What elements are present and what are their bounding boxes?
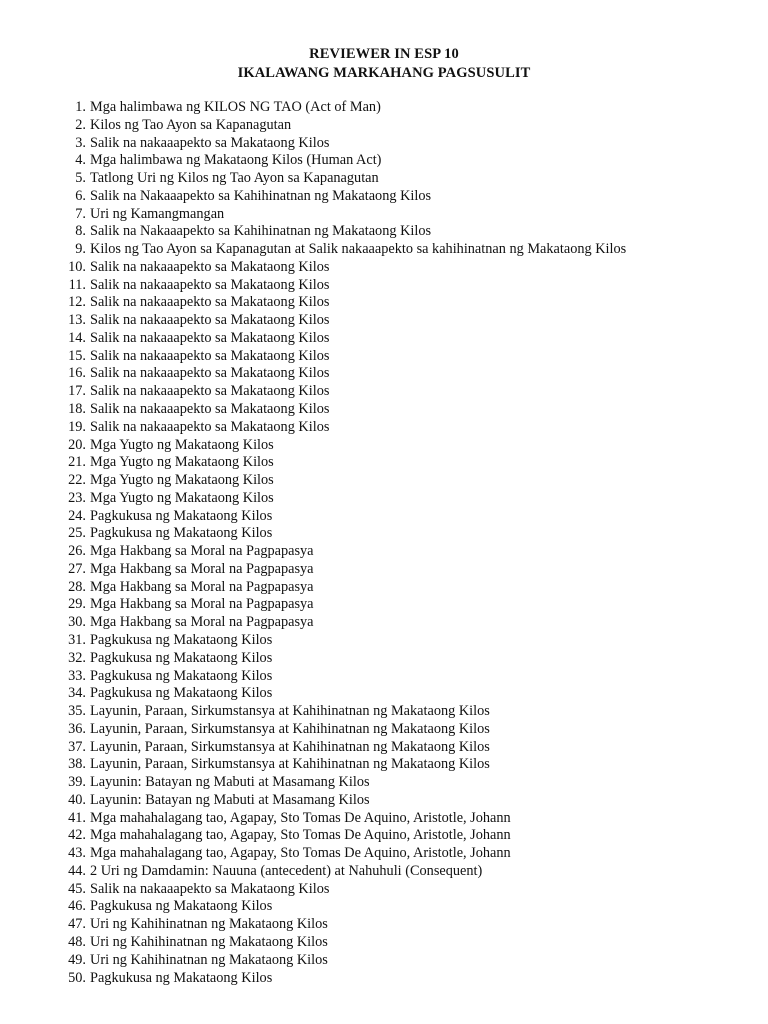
- list-item-number: 17.: [68, 383, 86, 400]
- list-item-text: Pagkukusa ng Makataong Kilos: [90, 969, 273, 986]
- list-item: [0, 970, 700, 988]
- list-item-text: Mga Yugto ng Makataong Kilos: [90, 489, 274, 506]
- list-item-number: 11.: [68, 276, 86, 293]
- list-item: [0, 934, 700, 952]
- list-item-text: Mga mahahalagang tao, Agapay, Sto Tomas De Aquino, Aristotle, Johann: [90, 827, 511, 844]
- list-item-text: Pagkukusa ng Makataong Kilos: [90, 631, 273, 648]
- list-item-text: Salik na nakaaapekto sa Makataong Kilos: [90, 418, 330, 435]
- list-item-text: Salik na nakaaapekto sa Makataong Kilos: [90, 294, 330, 311]
- list-item-number: 44.: [68, 862, 86, 879]
- list-item-text: Mga Hakbang sa Moral na Pagpapasya: [90, 578, 314, 595]
- list-item-text: Salik na Nakaaapekto sa Kahihinatnan ng Makataong Kilos: [90, 187, 432, 204]
- list-item-text: Salik na nakaaapekto sa Makataong Kilos: [90, 134, 330, 151]
- list-item-text: Layunin, Paraan, Sirkumstansya at Kahihinatnan ng Makataong Kilos: [90, 720, 490, 737]
- list-item-text: Uri ng Kahihinatnan ng Makataong Kilos: [90, 916, 328, 933]
- list-item: [0, 827, 700, 845]
- list-item-text: Salik na Nakaaapekto sa Kahihinatnan ng Makataong Kilos: [90, 223, 432, 240]
- list-item-text: Mga Hakbang sa Moral na Pagpapasya: [90, 614, 314, 631]
- list-item-text: Mga Yugto ng Makataong Kilos: [90, 472, 274, 489]
- list-item-text: Mga Yugto ng Makataong Kilos: [90, 436, 274, 453]
- list-item-text: Mga Hakbang sa Moral na Pagpapasya: [90, 560, 314, 577]
- list-item-number: 39.: [68, 774, 86, 791]
- list-item: [0, 419, 700, 437]
- list-item-number: 32.: [68, 649, 86, 666]
- list-item: [0, 277, 700, 295]
- list-item-number: 13.: [68, 312, 86, 329]
- list-item-text: Layunin: Batayan ng Mabuti at Masamang Kilos: [90, 791, 370, 808]
- list-item: [0, 525, 700, 543]
- list-item-number: 34.: [68, 685, 86, 702]
- list-item: [0, 401, 700, 419]
- list-item: [0, 99, 700, 117]
- list-item-number: 1.: [75, 99, 86, 115]
- list-item-text: Mga Yugto ng Makataong Kilos: [90, 454, 274, 471]
- list-item: [0, 241, 700, 259]
- list-item-number: 27.: [68, 560, 86, 577]
- title-block: [0, 45, 768, 83]
- list-item-text: Tatlong Uri ng Kilos ng Tao Ayon sa Kapanagutan: [90, 170, 379, 187]
- list-item: [0, 508, 700, 526]
- list-item-number: 3.: [75, 134, 86, 151]
- list-item-text: Layunin: Batayan ng Mabuti at Masamang Kilos: [90, 774, 370, 791]
- list-item-text: Pagkukusa ng Makataong Kilos: [90, 507, 273, 524]
- list-item: [0, 739, 700, 757]
- list-item: [0, 365, 700, 383]
- list-item-text: Uri ng Kahihinatnan ng Makataong Kilos: [90, 933, 328, 950]
- list-item-number: 31.: [68, 631, 86, 648]
- list-item-number: 42.: [68, 827, 86, 844]
- list-item-number: 7.: [75, 205, 86, 222]
- list-item-number: 15.: [68, 347, 86, 364]
- list-item-number: 26.: [68, 543, 86, 560]
- list-item: [0, 437, 700, 455]
- list-item-number: 43.: [68, 845, 86, 862]
- list-item: [0, 792, 700, 810]
- list-item-text: Pagkukusa ng Makataong Kilos: [90, 685, 273, 702]
- list-item: [0, 259, 700, 277]
- list-item: [0, 135, 700, 153]
- list-item: [0, 898, 700, 916]
- list-item-text: Mga halimbawa ng KILOS NG TAO (Act of Man): [90, 99, 381, 115]
- list-item-text: Salik na nakaaapekto sa Makataong Kilos: [90, 258, 330, 275]
- list-item: [0, 810, 700, 828]
- list-item-number: 33.: [68, 667, 86, 684]
- list-item-text: Pagkukusa ng Makataong Kilos: [90, 525, 273, 542]
- list-item: [0, 845, 700, 863]
- list-item-text: Salik na nakaaapekto sa Makataong Kilos: [90, 365, 330, 382]
- list-item-number: 41.: [68, 809, 86, 826]
- list-item-number: 38.: [68, 756, 86, 773]
- list-item-text: Kilos ng Tao Ayon sa Kapanagutan at Salik nakaaapekto sa kahihinatnan ng Makataong Kilos: [90, 241, 627, 258]
- list-item: [0, 330, 700, 348]
- list-item-text: Pagkukusa ng Makataong Kilos: [90, 667, 273, 684]
- list-item: [0, 650, 700, 668]
- list-item-number: 2.: [75, 116, 86, 133]
- list-item-number: 9.: [75, 241, 86, 258]
- list-item-number: 4.: [75, 152, 86, 169]
- list-item-number: 5.: [75, 170, 86, 187]
- list-item: [0, 294, 700, 312]
- list-item-text: Mga mahahalagang tao, Agapay, Sto Tomas De Aquino, Aristotle, Johann: [90, 845, 511, 862]
- list-item-number: 12.: [68, 294, 86, 311]
- list-item-text: Layunin, Paraan, Sirkumstansya at Kahihinatnan ng Makataong Kilos: [90, 738, 490, 755]
- list-item-number: 29.: [68, 596, 86, 613]
- list-item: [0, 472, 700, 490]
- document-subtitle: IKALAWANG MARKAHANG PAGSUSULIT: [237, 65, 531, 81]
- list-item: [0, 774, 700, 792]
- list-item: [0, 383, 700, 401]
- list-item-number: 37.: [68, 738, 86, 755]
- list-item-text: Pagkukusa ng Makataong Kilos: [90, 898, 273, 915]
- list-item: [0, 312, 700, 330]
- list-item: [0, 952, 700, 970]
- list-item-number: 21.: [68, 454, 86, 471]
- list-item-number: 16.: [68, 365, 86, 382]
- list-item-number: 50.: [68, 969, 86, 986]
- list-item-number: 19.: [68, 418, 86, 435]
- list-item-number: 28.: [68, 578, 86, 595]
- list-item-text: Mga Hakbang sa Moral na Pagpapasya: [90, 543, 314, 560]
- list-item-number: 14.: [68, 329, 86, 346]
- list-item-number: 25.: [68, 525, 86, 542]
- list-item-number: 20.: [68, 436, 86, 453]
- list-item-text: Salik na nakaaapekto sa Makataong Kilos: [90, 329, 330, 346]
- list-item-text: Salik na nakaaapekto sa Makataong Kilos: [90, 401, 330, 418]
- list-item: [0, 170, 700, 188]
- list-item-text: Salik na nakaaapekto sa Makataong Kilos: [90, 276, 330, 293]
- list-item: [0, 543, 700, 561]
- list-item-number: 8.: [75, 223, 86, 240]
- list-item: [0, 916, 700, 934]
- list-item-text: Salik na nakaaapekto sa Makataong Kilos: [90, 383, 330, 400]
- list-item: [0, 117, 700, 135]
- list-item-text: Mga mahahalagang tao, Agapay, Sto Tomas De Aquino, Aristotle, Johann: [90, 809, 511, 826]
- list-item-number: 46.: [68, 898, 86, 915]
- list-item: [0, 206, 700, 224]
- list-item-text: Mga halimbawa ng Makataong Kilos (Human Act): [90, 152, 382, 169]
- list-item-number: 30.: [68, 614, 86, 631]
- list-item: [0, 490, 700, 508]
- list-item-number: 18.: [68, 401, 86, 418]
- list-item: [0, 668, 700, 686]
- list-item-number: 48.: [68, 933, 86, 950]
- list-item-number: 49.: [68, 951, 86, 968]
- reviewer-item-list: [0, 99, 700, 987]
- list-item-number: 36.: [68, 720, 86, 737]
- list-item-number: 45.: [68, 880, 86, 897]
- list-item-text: Kilos ng Tao Ayon sa Kapanagutan: [90, 116, 292, 133]
- list-item-text: Uri ng Kamangmangan: [90, 205, 225, 222]
- list-item: [0, 596, 700, 614]
- list-item-number: 10.: [68, 258, 86, 275]
- list-item-text: Layunin, Paraan, Sirkumstansya at Kahihinatnan ng Makataong Kilos: [90, 703, 490, 720]
- list-item-text: Uri ng Kahihinatnan ng Makataong Kilos: [90, 951, 328, 968]
- list-item: [0, 223, 700, 241]
- list-item-text: Salik na nakaaapekto sa Makataong Kilos: [90, 347, 330, 364]
- list-item: [0, 152, 700, 170]
- list-item-number: 47.: [68, 916, 86, 933]
- list-item: [0, 756, 700, 774]
- list-item: [0, 348, 700, 366]
- list-item: [0, 632, 700, 650]
- list-item: [0, 561, 700, 579]
- list-item-text: Pagkukusa ng Makataong Kilos: [90, 649, 273, 666]
- list-item-number: 24.: [68, 507, 86, 524]
- list-item: [0, 721, 700, 739]
- list-item: [0, 614, 700, 632]
- list-item: [0, 579, 700, 597]
- list-item: [0, 685, 700, 703]
- list-item-text: Salik na nakaaapekto sa Makataong Kilos: [90, 880, 330, 897]
- list-item-number: 35.: [68, 703, 86, 720]
- document-title: REVIEWER IN ESP 10: [309, 46, 459, 62]
- list-item: [0, 863, 700, 881]
- list-item: [0, 188, 700, 206]
- list-item-number: 6.: [75, 187, 86, 204]
- list-item-text: Layunin, Paraan, Sirkumstansya at Kahihinatnan ng Makataong Kilos: [90, 756, 490, 773]
- list-item-number: 40.: [68, 791, 86, 808]
- list-item: [0, 703, 700, 721]
- list-item: [0, 881, 700, 899]
- list-item-number: 22.: [68, 472, 86, 489]
- list-item-text: Salik na nakaaapekto sa Makataong Kilos: [90, 312, 330, 329]
- list-item-text: Mga Hakbang sa Moral na Pagpapasya: [90, 596, 314, 613]
- list-item-number: 23.: [68, 489, 86, 506]
- list-item: [0, 454, 700, 472]
- list-item-text: 2 Uri ng Damdamin: Nauuna (antecedent) at Nahuhuli (Consequent): [90, 862, 483, 879]
